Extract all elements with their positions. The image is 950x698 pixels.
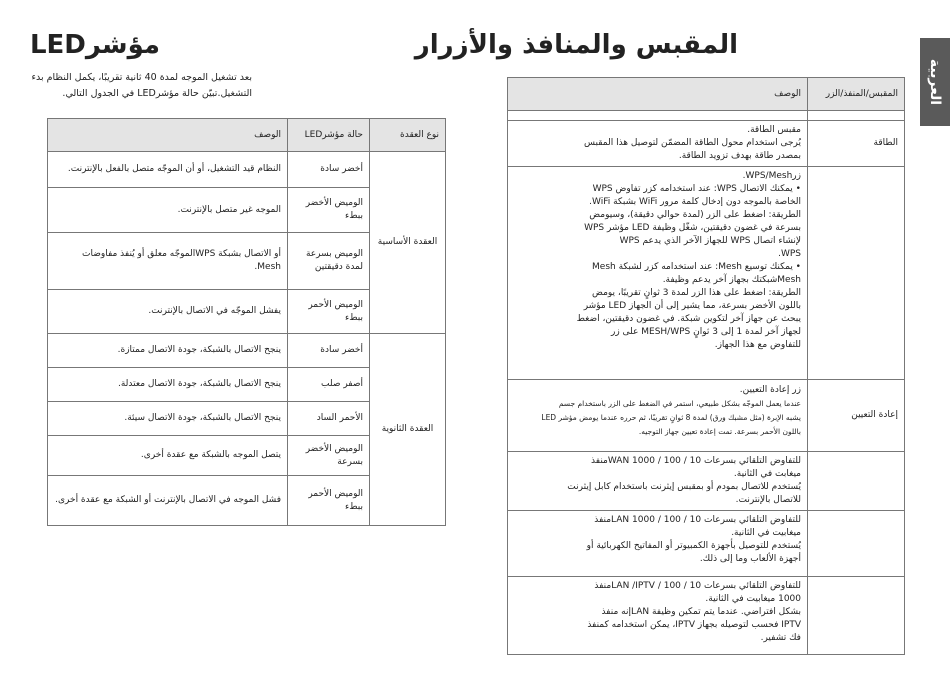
led-description: ينجح الاتصال بالشبكة، جودة الاتصال سيئة. bbox=[48, 402, 288, 436]
led-status: أصفر صلب bbox=[288, 368, 370, 402]
port-description: للتفاوض التلقائي بسرعات 10 / 100 / LAN /IPTVمنفذ 1000 ميغابيت في الثانية. بشكل افتراضي. عندما يتم تمكين وظيفة LANإنه منفذ IPTV فحسب لتوصيله بجهاز IPTV، يمكن استخدامه كمنفذ فك تشفير. bbox=[508, 577, 808, 655]
led-table bbox=[47, 118, 446, 526]
port-description: زرWPS/Mesh. • يمكنك الاتصال WPS: عند استخدامه كزر تفاوض WPS الخاصة بالموجه دون إدخال كلمة مرور WiFi بشبكة WiFi. الطريقة: اضغط على الزر (لمدة حوالي دقيقة)، وسيومض بسرعة في غضون دقيقتين، شغّل وظيفة LED مؤشر WPS لإنشاء اتصال WPS للجهاز الآخر الذي يدعم WPS WPS. • يمكنك توسيع Mesh: عند استخدامه كزر لشبكة Mesh Meshشبكتك بجهاز آخر يدعم وظيفة. الطريقة: اضغط على هذا الزر لمدة 3 ثوانٍ تقريبًا، يومض باللون الأخضر بسرعة، مما يشير إلى أن الجهاز LED مؤشر يبحث عن جهاز آخر لتكوين شبكة. في غضون دقيقتين، اضغط لجهاز آخر لمدة 1 إلى 3 ثوانٍ MESH/WPS على زر للتفاوض مع هذا الجهاز. bbox=[508, 167, 808, 380]
port-name bbox=[808, 577, 905, 655]
table-row bbox=[48, 334, 446, 368]
node-type: العقدة الثانوية bbox=[370, 334, 446, 526]
header-led-status: حالة مؤشرLED bbox=[288, 119, 370, 152]
led-description: فشل الموجه في الاتصال بالإنترنت أو الشبكة مع عقدة أخرى. bbox=[48, 476, 288, 526]
led-status: الوميض الأحمر ببطء bbox=[288, 290, 370, 334]
language-side-tab bbox=[920, 38, 950, 126]
led-status: أخضر سادة bbox=[288, 334, 370, 368]
port-name bbox=[808, 511, 905, 577]
language-tab-label: العربية bbox=[927, 58, 943, 106]
port-description: للتفاوض التلقائي بسرعات 10 / 100 / 1000 WANمنفذ ميغابت في الثانية. يُستخدم للاتصال بمودم أو بمقبس إيثرنت باستخدام كابل إيثرنت للاتصال بالإنترنت. bbox=[508, 452, 808, 511]
led-description: يفشل الموجّه في الاتصال بالإنترنت. bbox=[48, 290, 288, 334]
table-row bbox=[508, 452, 905, 511]
led-status: الوميض الأخضر بسرعة bbox=[288, 436, 370, 476]
right-page-title: المقبس والمنافذ والأزرار bbox=[414, 30, 738, 60]
table-row bbox=[508, 380, 905, 452]
port-description: للتفاوض التلقائي بسرعات 10 / 100 / 1000 LANمنفذ ميغابيت في الثانية. يُستخدم للتوصيل بأجهزة الكمبيوتر أو المفاتيح الكهربائية أو أجهزة الألعاب وما إلى ذلك. bbox=[508, 511, 808, 577]
header-node-type: نوع العقدة bbox=[370, 119, 446, 152]
led-description: أو الاتصال بشبكة WPSالموجّه معلق أو يُنفذ مفاوضات Mesh. bbox=[48, 233, 288, 290]
led-status: الوميض الأخضر ببطء bbox=[288, 188, 370, 233]
led-status: الأحمر الساد bbox=[288, 402, 370, 436]
header-description: الوصف bbox=[48, 119, 288, 152]
led-status: الوميض بسرعة لمدة دقيقتين bbox=[288, 233, 370, 290]
led-status: الوميض الأحمر ببطء bbox=[288, 476, 370, 526]
led-description: يتصل الموجه بالشبكة مع عقدة أخرى. bbox=[48, 436, 288, 476]
led-table-header bbox=[48, 119, 446, 152]
led-intro-text: بعد تشغيل الموجه لمدة 40 ثانية تقريبًا، يكمل النظام بدء التشغيل.تبيّن حالة مؤشرLED في الجدول التالي. bbox=[31, 72, 252, 99]
led-description: الموجه غير متصل بالإنترنت. bbox=[48, 188, 288, 233]
port-name: الطاقة bbox=[808, 121, 905, 167]
led-description: النظام قيد التشغيل، أو أن الموجّه متصل بالفعل بالإنترنت. bbox=[48, 152, 288, 188]
ports-table bbox=[507, 77, 905, 655]
led-description: ينجح الاتصال بالشبكة، جودة الاتصال ممتازة. bbox=[48, 334, 288, 368]
header-port: المقبس/المنفذ/الزر bbox=[808, 78, 905, 111]
port-description: زر إعادة التعيين. عندما يعمل الموجّه بشكل طبيعي، استمر في الضغط على الزر باستخدام جسم يشبه الإبرة (مثل مشبك ورق) لمدة 8 ثوانٍ تقريبًا، ثم حرره عندما يومض مؤشر LED باللون الأحمر بسرعة. تمت إعادة تعيين جهاز التوجيه. bbox=[508, 380, 808, 452]
table-row bbox=[508, 121, 905, 167]
led-description: ينجح الاتصال بالشبكة، جودة الاتصال معتدلة. bbox=[48, 368, 288, 402]
table-row bbox=[508, 577, 905, 655]
led-status: أخضر سادة bbox=[288, 152, 370, 188]
port-name bbox=[808, 452, 905, 511]
table-row bbox=[508, 167, 905, 380]
header-description: الوصف bbox=[508, 78, 808, 111]
port-name bbox=[808, 167, 905, 380]
table-row bbox=[508, 511, 905, 577]
port-description: مقبس الطاقة. يُرجى استخدام محول الطاقة المضمّن لتوصيل هذا المقبس بمصدر طاقة بهدف تزويد الطاقة. bbox=[508, 121, 808, 167]
ports-table-header bbox=[508, 78, 905, 111]
left-page-title: مؤشرLED bbox=[29, 30, 160, 60]
node-type: العقدة الأساسية bbox=[370, 152, 446, 334]
table-row bbox=[48, 152, 446, 188]
port-name: إعادة التعيين bbox=[808, 380, 905, 452]
